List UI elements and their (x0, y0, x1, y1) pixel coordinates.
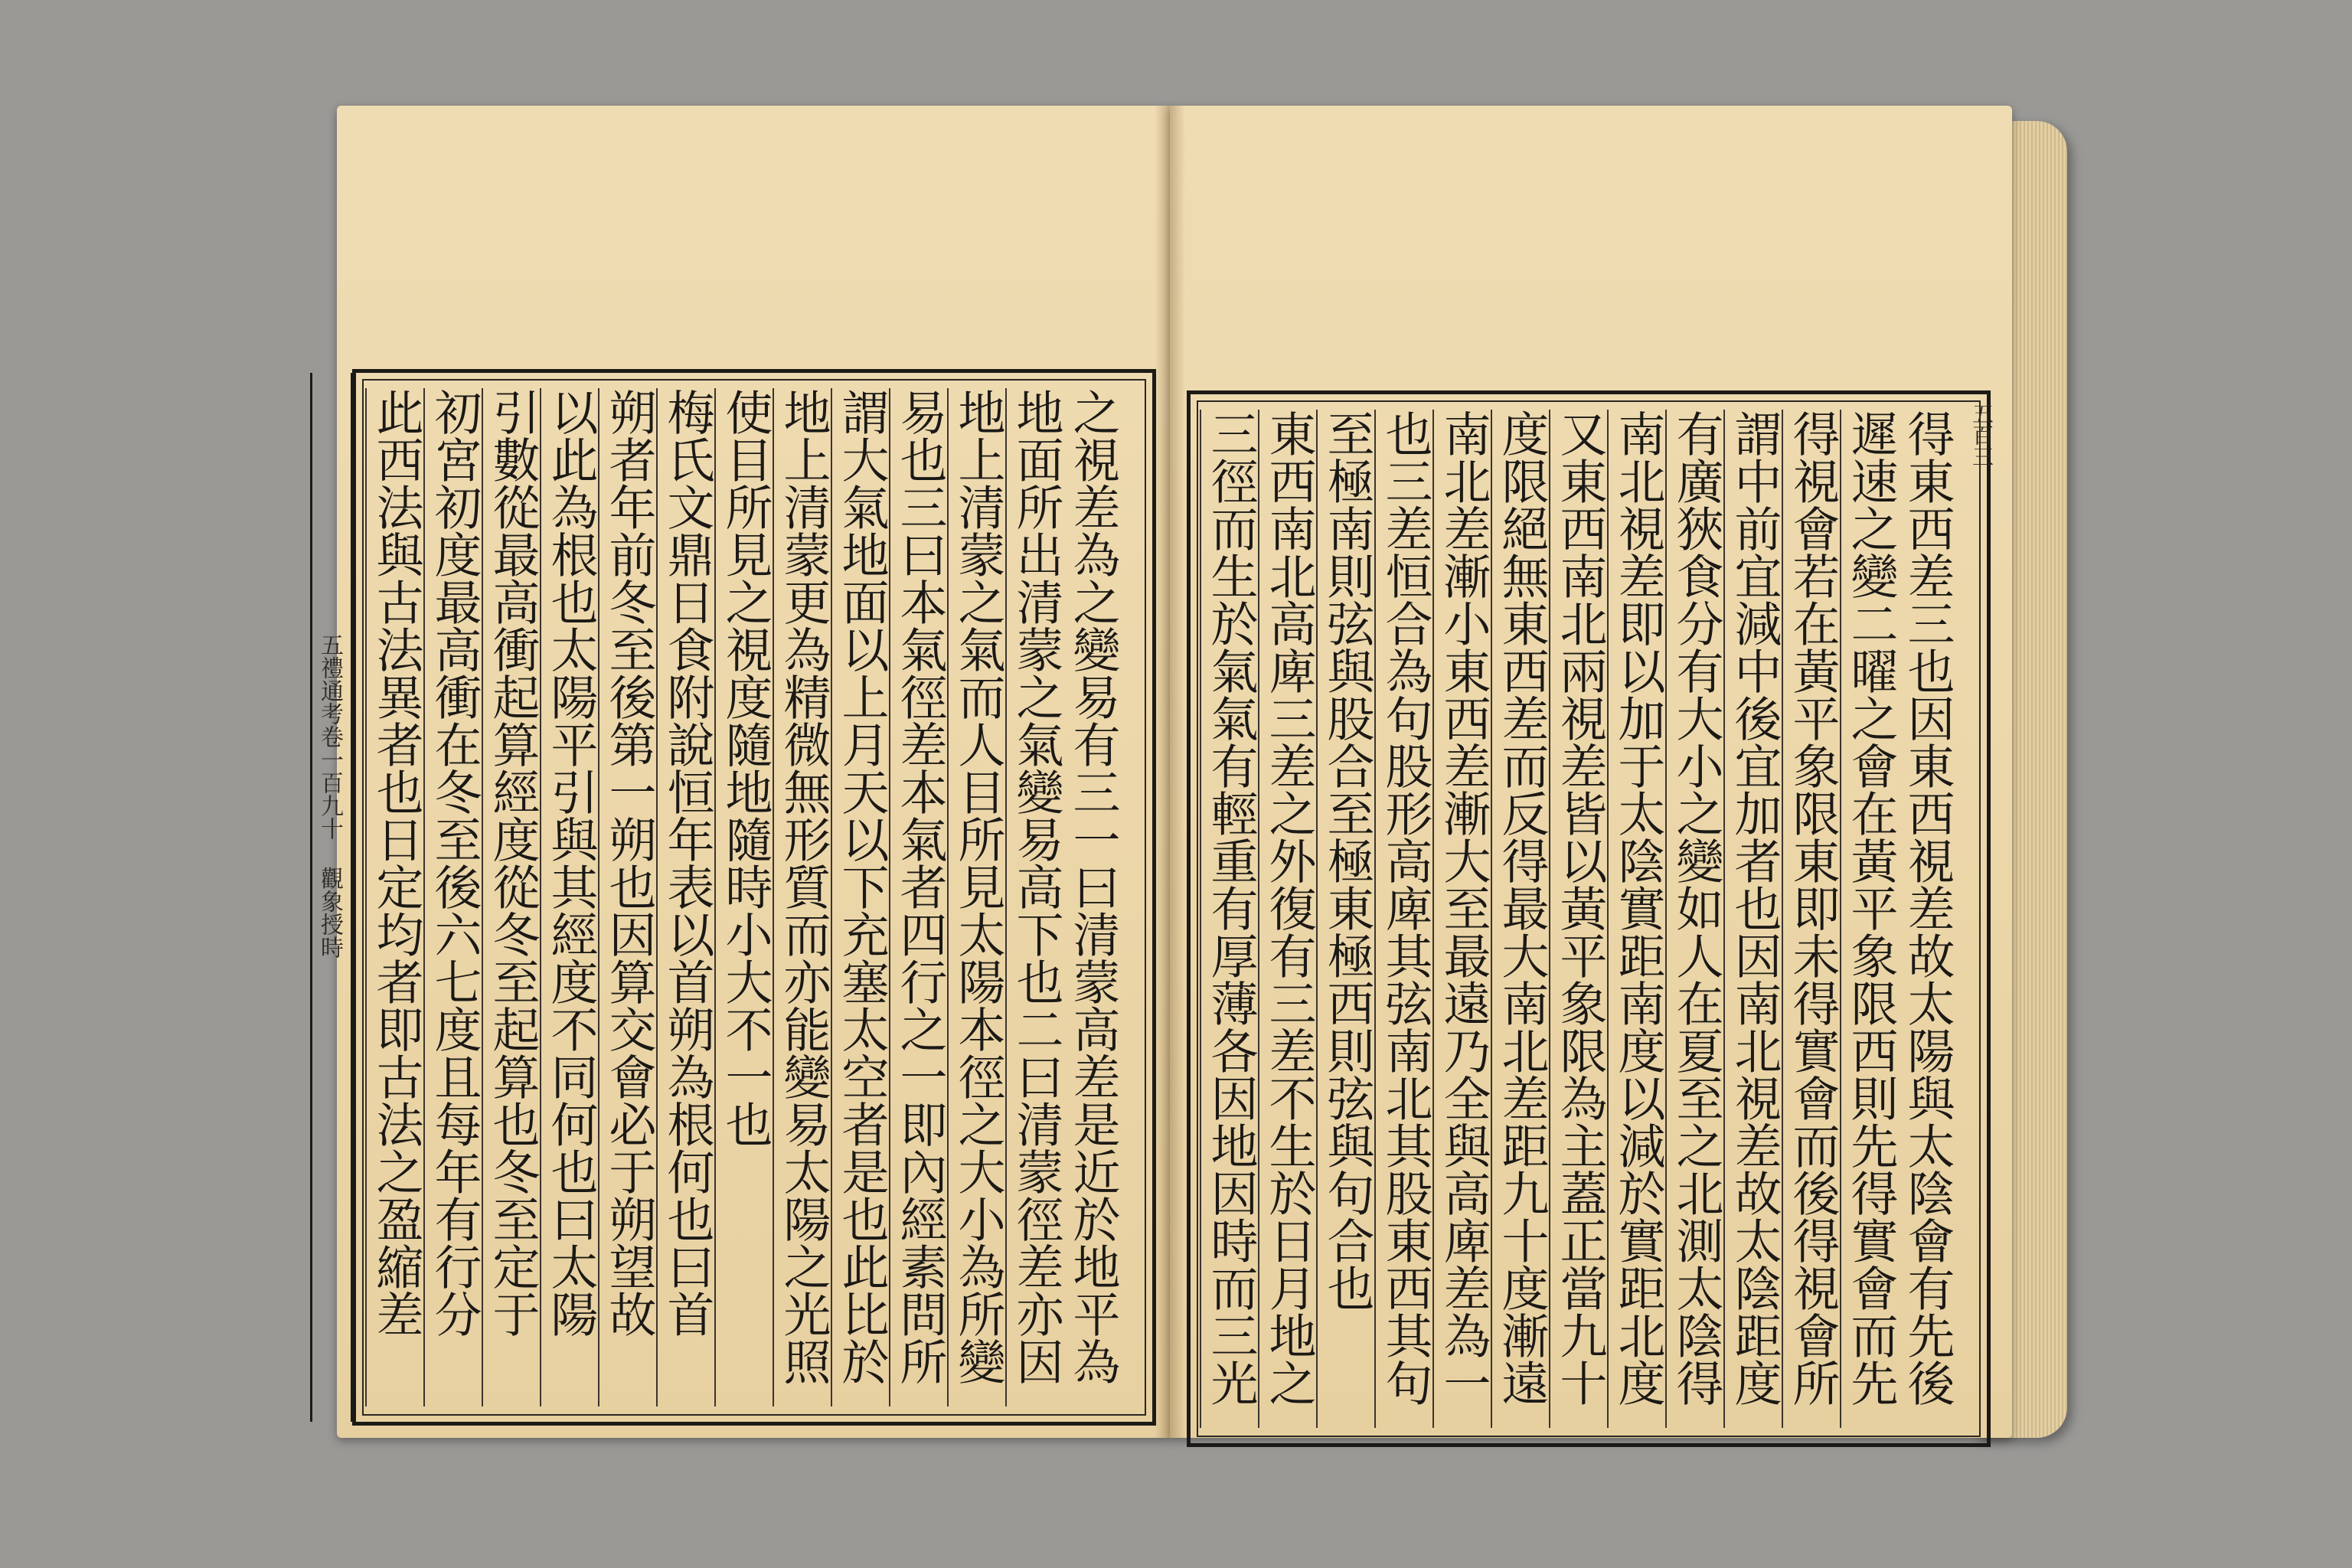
left-text-column: 使目所見之視度隨地隨時小大不一也 (714, 388, 774, 1406)
right-text-column: 三徑而生於氣氣有輕重有厚薄各因地因時而三光 (1200, 410, 1259, 1428)
book-gutter (1155, 106, 1185, 1438)
right-page-mark: 五百三 (1969, 403, 1994, 467)
left-text-column: 以此為根也太陽平引與其經度不同何也曰太陽 (540, 388, 599, 1406)
left-text-column: 地上清蒙更為精微無形質而亦能變易太陽之光照 (773, 388, 832, 1406)
left-text-column: 謂大氣地面以上月天以下充塞太空者是也此比於 (831, 388, 890, 1406)
right-text-column: 有廣狹食分有大小之變如人在夏至之北測太陰得 (1665, 410, 1725, 1428)
left-page (316, 106, 1170, 1438)
left-margin-title-text: 五禮通考卷一百九十 (316, 633, 343, 840)
right-text-column: 謂中前宜減中後宜加者也因南北視差故太陰距度 (1723, 410, 1783, 1428)
left-text-column: 地面所出清蒙之氣變易高下也二曰清蒙徑差亦因 (1005, 388, 1065, 1406)
right-text-column: 得視會若在黃平象限東即未得實會而後得視會所 (1782, 410, 1841, 1428)
left-text-column: 易也三曰本氣徑差本氣者四行之一即內經素問所 (889, 388, 949, 1406)
right-text-column: 南北視差即以加于太陰實距南度以減於實距北度 (1607, 410, 1667, 1428)
left-margin-title (310, 373, 353, 1422)
right-text-column: 東西南北高庳三差之外復有三差不生於日月地之 (1258, 410, 1318, 1428)
right-text-column: 度限絕無東西差而反得最大南北差距九十度漸遠 (1491, 410, 1550, 1428)
left-margin-section: 觀象授時 (316, 867, 343, 959)
right-page (1170, 106, 2012, 1438)
left-text-column: 初宮初度最高衝在冬至後六七度且每年有行分 (423, 388, 483, 1406)
right-text-column: 得東西差三也因東西視差故太陽與太陰會有先後 (1900, 410, 1955, 1406)
left-text-column: 朔者年前冬至後第一朔也因算交會必于朔望故 (598, 388, 658, 1406)
left-text-column: 地上清蒙之氣而人目所見太陽本徑之大小為所變 (947, 388, 1007, 1406)
left-text-column: 引數從最高衝起算經度從冬至起算也冬至定于 (482, 388, 541, 1406)
left-text-column: 之視差為之變易有三一曰清蒙高差是近於地平為 (1065, 388, 1121, 1385)
left-text-frame (316, 369, 1156, 1426)
right-text-frame (1187, 390, 1991, 1447)
right-text-column: 南北差漸小東西差漸大至最遠乃全與高庳差為一 (1432, 410, 1492, 1428)
open-book (316, 90, 2037, 1468)
left-text-column: 梅氏文鼎日食附說恒年表以首朔為根何也曰首 (656, 388, 716, 1406)
right-text-column: 遲速之變二曜之會在黃平象限西則先得實會而先 (1840, 410, 1900, 1428)
right-text-column: 也三差恒合為句股形高庳其弦南北其股東西其句 (1374, 410, 1434, 1428)
right-text-column: 又東西南北兩視差皆以黃平象限為主蓋正當九十 (1549, 410, 1609, 1428)
right-text-column: 至極南則弦與股合至極東極西則弦與句合也 (1316, 410, 1376, 1428)
left-text-column: 此西法與古法異者也日定均者即古法之盈縮差 (365, 388, 425, 1406)
